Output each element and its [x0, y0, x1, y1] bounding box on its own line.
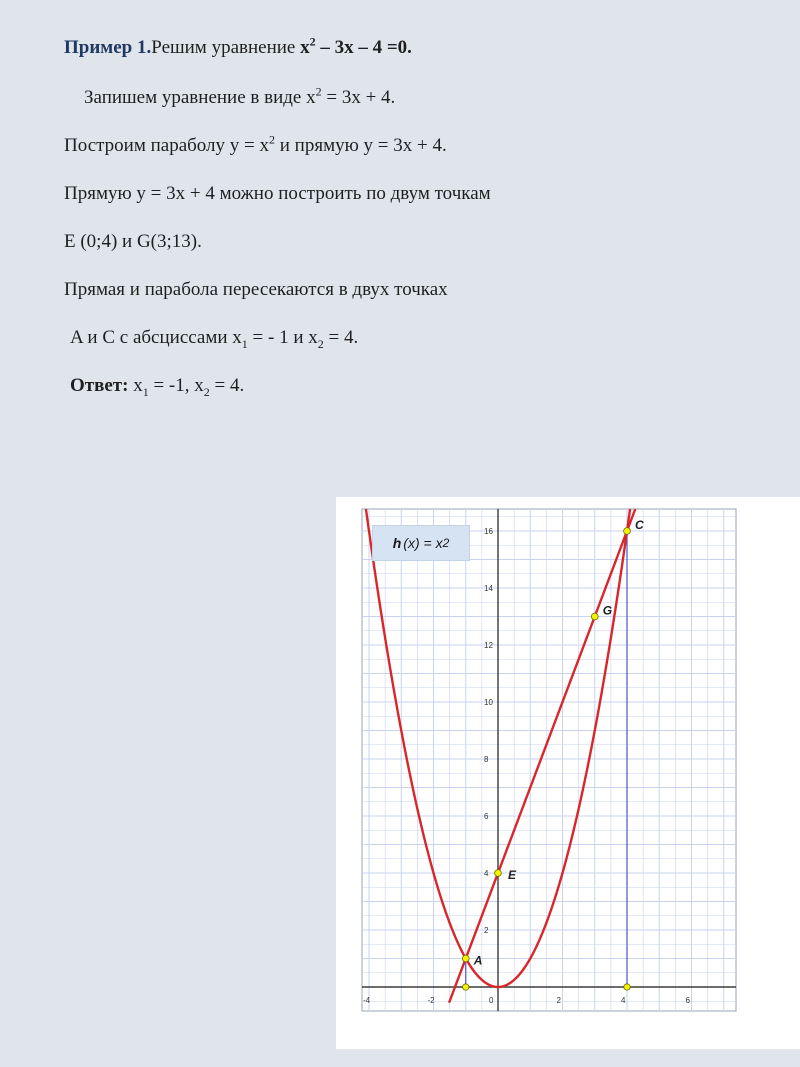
formula-box: h (x) = x 2 — [372, 525, 470, 561]
x-tick-label: 2 — [556, 996, 561, 1005]
formula-h: h — [392, 535, 402, 551]
x-tick-label: -2 — [427, 996, 435, 1005]
example-label: Пример 1. — [64, 37, 152, 58]
y-tick-label: 10 — [484, 698, 493, 707]
answer-mid: = -1, x — [148, 375, 204, 396]
abscissas-sub2: 2 — [317, 336, 324, 351]
point-label-g: G — [602, 603, 613, 618]
formula-rest: (x) = x — [403, 535, 443, 551]
graph-panel — [336, 497, 800, 1049]
line-answer — [70, 374, 244, 398]
rewrite-exponent: 2 — [315, 84, 322, 99]
answer-sub1: 1 — [142, 384, 149, 399]
example-text: Решим уравнение — [151, 37, 301, 58]
equation-exponent: 2 — [309, 34, 316, 49]
line-intersect: Прямая и парабола пересекаются в двух точках — [64, 279, 448, 300]
y-tick-label: 16 — [484, 527, 493, 536]
build-exponent: 2 — [269, 132, 276, 147]
y-tick-label: 12 — [484, 641, 493, 650]
abscissas-mid: = - 1 и x — [247, 327, 318, 348]
point-label-c: C — [635, 518, 644, 532]
foot-point — [624, 984, 630, 990]
x-tick-label: 6 — [685, 996, 690, 1005]
abscissas-text: A и C с абсциссами x — [70, 327, 242, 348]
point-label-e: E — [508, 868, 517, 882]
x-tick-label: 4 — [621, 996, 626, 1005]
abscissas-end: = 4. — [323, 327, 359, 348]
x-tick-label: -4 — [363, 996, 371, 1005]
equation-x: x — [300, 37, 310, 58]
graph-figure — [336, 497, 800, 1049]
y-tick-label: 4 — [484, 869, 489, 878]
y-tick-label: 14 — [484, 584, 493, 593]
point-a — [462, 955, 469, 962]
answer-end: = 4. — [209, 375, 245, 396]
rewrite-text: Запишем уравнение в виде x — [84, 87, 316, 108]
line-example-title — [64, 36, 412, 60]
line-build — [64, 134, 447, 158]
point-c — [624, 528, 631, 535]
point-e — [495, 870, 502, 877]
y-tick-label: 8 — [484, 755, 489, 764]
build-text: Построим параболу у = x — [64, 135, 270, 156]
answer-sub2: 2 — [203, 384, 210, 399]
rewrite-rest: = 3x + 4. — [321, 87, 396, 108]
equation-rest: – 3x – 4 =0. — [315, 37, 412, 58]
x-tick-label: 0 — [489, 996, 494, 1005]
plot-frame — [362, 509, 736, 1011]
answer-label: Ответ: — [70, 375, 129, 396]
foot-point — [463, 984, 469, 990]
point-label-a: A — [473, 953, 483, 968]
line-points-eg: E (0;4) и G(3;13). — [64, 231, 202, 252]
y-tick-label: 6 — [484, 812, 489, 821]
build-rest: и прямую у = 3x + 4. — [275, 135, 447, 156]
point-g — [591, 613, 598, 620]
y-tick-label: 2 — [484, 926, 489, 935]
line-abscissas — [70, 326, 358, 350]
line-rewrite — [84, 86, 395, 110]
abscissas-sub1: 1 — [241, 336, 248, 351]
line-two-points: Прямую у = 3x + 4 можно построить по двум точкам — [64, 183, 491, 204]
answer-text: x — [128, 375, 143, 396]
